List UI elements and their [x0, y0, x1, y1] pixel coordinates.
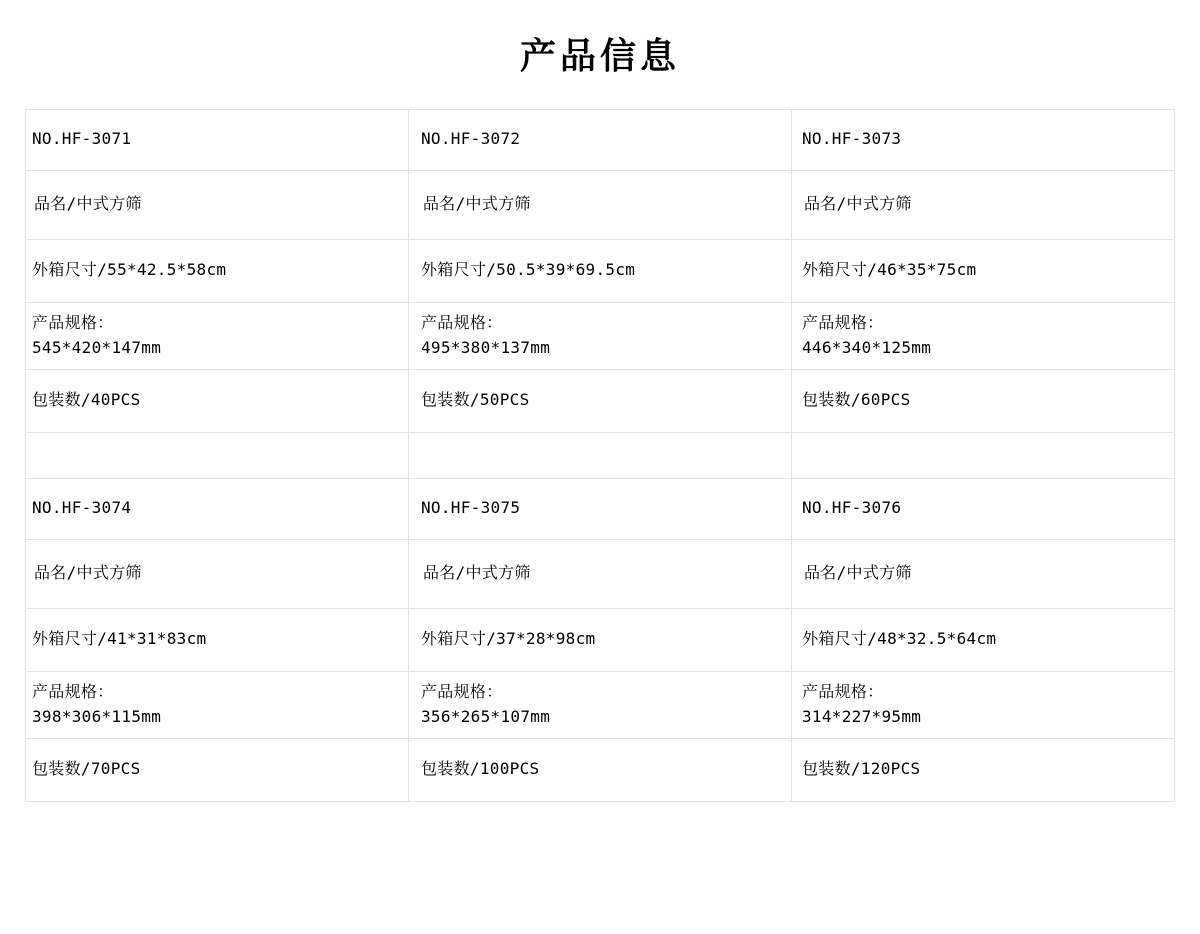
product-no-cell [409, 478, 792, 539]
product-no: NO.HF-3075 [421, 498, 521, 518]
product-spec-value: 446*340*125mm [802, 337, 932, 357]
product-name-cell [409, 539, 792, 608]
table-row [26, 671, 1175, 738]
product-spec-value: 314*227*95mm [802, 706, 922, 726]
product-name-cell [26, 539, 409, 608]
table-row [26, 170, 1175, 239]
product-no-cell [792, 478, 1175, 539]
pack-qty: 包装数/100PCS [421, 759, 540, 779]
carton-size: 外箱尺寸/55*42.5*58cm [32, 260, 227, 280]
table-row [26, 109, 1175, 170]
product-no-cell [792, 109, 1175, 170]
product-no: NO.HF-3074 [32, 498, 132, 518]
spacer-cell [792, 432, 1175, 478]
product-no-cell [409, 109, 792, 170]
product-name-cell [792, 539, 1175, 608]
product-name: 品名/中式方筛 [804, 194, 912, 214]
product-spec-label: 产品规格： [802, 313, 884, 332]
product-spec-value: 398*306*115mm [32, 706, 162, 726]
table-row [26, 302, 1175, 369]
product-name: 品名/中式方筛 [423, 194, 531, 214]
carton-size: 外箱尺寸/48*32.5*64cm [802, 629, 997, 649]
carton-size: 外箱尺寸/50.5*39*69.5cm [421, 260, 636, 280]
product-name: 品名/中式方筛 [34, 194, 142, 214]
product-no-cell [26, 109, 409, 170]
table-row [26, 539, 1175, 608]
table-spacer-row [26, 432, 1175, 478]
product-table [25, 109, 1175, 802]
table-row [26, 369, 1175, 432]
product-name: 品名/中式方筛 [423, 563, 531, 583]
product-name-cell [26, 170, 409, 239]
carton-size: 外箱尺寸/37*28*98cm [421, 629, 596, 649]
product-spec-label: 产品规格： [32, 313, 114, 332]
product-no: NO.HF-3072 [421, 129, 521, 149]
carton-size: 外箱尺寸/41*31*83cm [32, 629, 207, 649]
spacer-cell [409, 432, 792, 478]
product-spec-cell [26, 302, 409, 369]
product-name: 品名/中式方筛 [804, 563, 912, 583]
table-row [26, 608, 1175, 671]
carton-size: 外箱尺寸/46*35*75cm [802, 260, 977, 280]
pack-qty: 包装数/40PCS [32, 390, 141, 410]
table-row [26, 478, 1175, 539]
product-spec-cell [409, 302, 792, 369]
table-row [26, 738, 1175, 801]
product-spec-cell [792, 671, 1175, 738]
pack-qty: 包装数/70PCS [32, 759, 141, 779]
product-no: NO.HF-3076 [802, 498, 902, 518]
product-no: NO.HF-3071 [32, 129, 132, 149]
product-spec-cell [26, 671, 409, 738]
pack-qty: 包装数/60PCS [802, 390, 911, 410]
product-no: NO.HF-3073 [802, 129, 902, 149]
product-spec-value: 495*380*137mm [421, 337, 551, 357]
product-spec-label: 产品规格： [802, 682, 884, 701]
product-spec-label: 产品规格： [32, 682, 114, 701]
product-spec-label: 产品规格： [421, 313, 503, 332]
page-title: 产品信息 [519, 36, 680, 77]
product-name-cell [409, 170, 792, 239]
document-page [0, 34, 1200, 934]
pack-qty: 包装数/50PCS [421, 390, 530, 410]
product-spec-value: 545*420*147mm [32, 337, 162, 357]
product-spec-label: 产品规格： [421, 682, 503, 701]
spacer-cell [26, 432, 409, 478]
product-name: 品名/中式方筛 [34, 563, 142, 583]
pack-qty: 包装数/120PCS [802, 759, 921, 779]
product-table-wrapper [25, 109, 1175, 802]
table-row [26, 239, 1175, 302]
product-spec-cell [792, 302, 1175, 369]
product-spec-cell [409, 671, 792, 738]
product-no-cell [26, 478, 409, 539]
product-spec-value: 356*265*107mm [421, 706, 551, 726]
product-name-cell [792, 170, 1175, 239]
